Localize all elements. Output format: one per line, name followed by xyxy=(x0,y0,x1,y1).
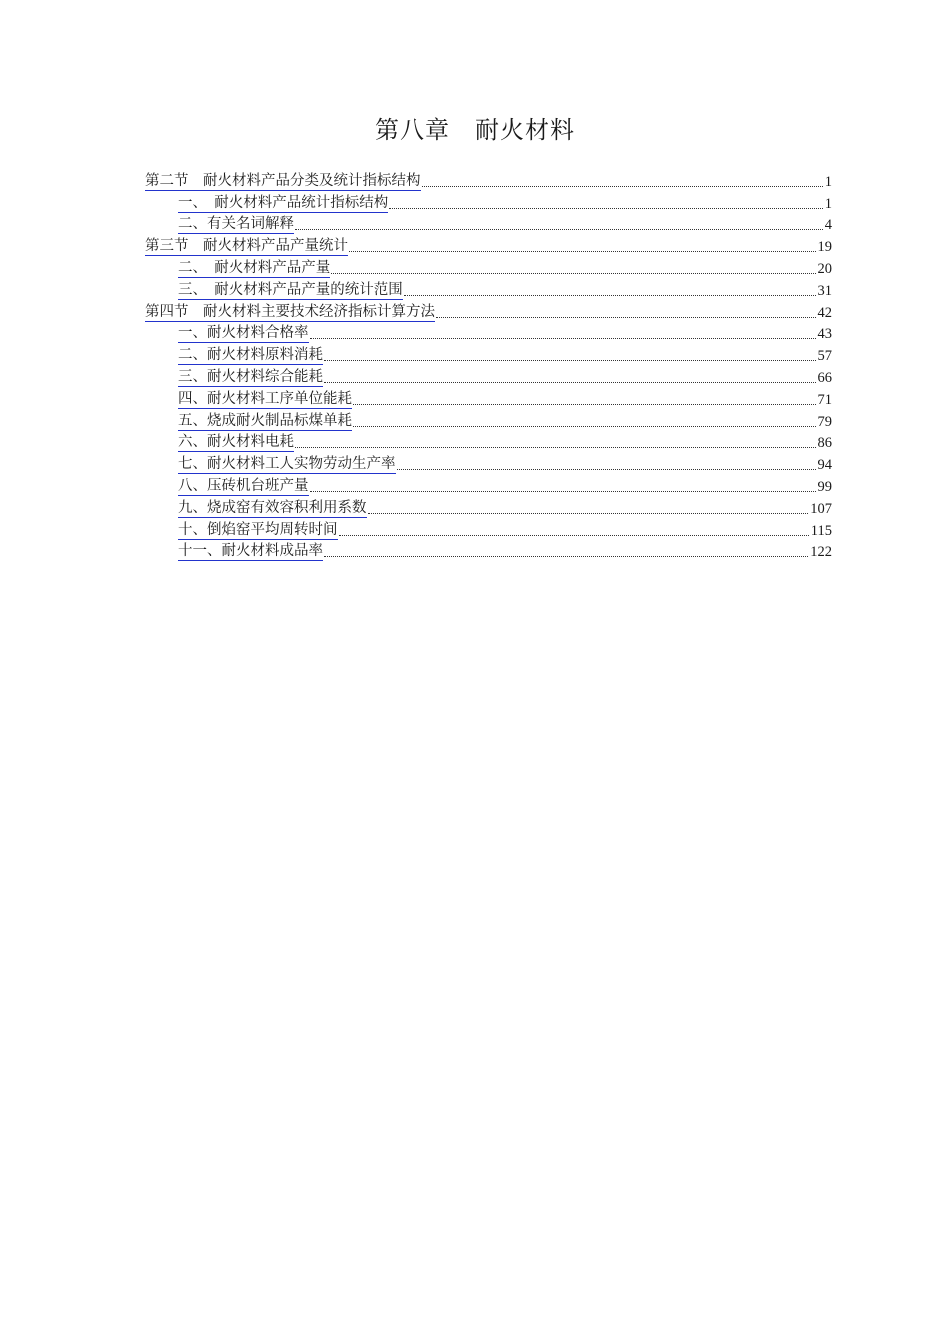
toc-link[interactable]: 五、烧成耐火制品标煤单耗 xyxy=(178,412,352,429)
toc-page-number: 115 xyxy=(810,522,832,539)
toc-dot-leader xyxy=(331,273,815,274)
toc-page-number: 1 xyxy=(824,195,832,212)
toc-link[interactable]: 一、耐火材料合格率 xyxy=(178,325,309,342)
toc-page-number: 42 xyxy=(817,304,832,321)
toc-dot-leader xyxy=(353,426,816,427)
toc-link[interactable]: 三、 耐火材料产品产量的统计范围 xyxy=(178,281,403,298)
toc-page-number: 20 xyxy=(817,260,832,277)
toc-page-number: 94 xyxy=(817,457,832,474)
page-title: 第八章 耐火材料 xyxy=(375,116,575,144)
toc-entry-section-4 xyxy=(145,300,832,322)
table-of-contents xyxy=(145,169,832,561)
toc-link[interactable]: 第四节 耐火材料主要技术经济指标计算方法 xyxy=(145,303,435,320)
toc-page-number: 71 xyxy=(817,391,832,408)
toc-dot-leader xyxy=(295,229,823,230)
toc-link[interactable]: 九、烧成窑有效容积利用系数 xyxy=(178,499,367,516)
toc-link[interactable]: 六、耐火材料电耗 xyxy=(178,434,294,451)
toc-entry xyxy=(145,496,832,518)
toc-dot-leader xyxy=(324,556,808,557)
toc-dot-leader xyxy=(295,447,816,448)
toc-entry xyxy=(145,540,832,562)
toc-entry xyxy=(145,256,832,278)
toc-dot-leader xyxy=(368,513,809,514)
toc-link[interactable]: 第二节 耐火材料产品分类及统计指标结构 xyxy=(145,172,421,189)
toc-dot-leader xyxy=(310,338,816,339)
toc-entry xyxy=(145,278,832,300)
toc-entry xyxy=(145,409,832,431)
toc-link[interactable]: 八、压砖机台班产量 xyxy=(178,477,309,494)
toc-dot-leader xyxy=(310,491,816,492)
toc-entry xyxy=(145,322,832,344)
toc-entry xyxy=(145,518,832,540)
toc-link[interactable]: 第三节 耐火材料产品产量统计 xyxy=(145,238,348,255)
toc-entry-section-3 xyxy=(145,234,832,256)
toc-entry xyxy=(145,452,832,474)
toc-page-number: 1 xyxy=(824,173,832,190)
toc-entry xyxy=(145,213,832,235)
toc-page-number: 4 xyxy=(824,217,832,234)
toc-entry xyxy=(145,431,832,453)
toc-entry xyxy=(145,387,832,409)
toc-entry xyxy=(145,191,832,213)
toc-dot-leader xyxy=(324,360,816,361)
toc-entry xyxy=(145,343,832,365)
toc-entry xyxy=(145,365,832,387)
toc-dot-leader xyxy=(339,535,809,536)
toc-page-number: 57 xyxy=(817,348,832,365)
toc-link[interactable]: 十、倒焰窑平均周转时间 xyxy=(178,521,338,538)
toc-page-number: 66 xyxy=(817,369,832,386)
toc-link[interactable]: 一、 耐火材料产品统计指标结构 xyxy=(178,194,389,211)
toc-page-number: 19 xyxy=(817,239,832,256)
toc-dot-leader xyxy=(422,186,823,187)
toc-dot-leader xyxy=(436,317,816,318)
toc-link[interactable]: 七、耐火材料工人实物劳动生产率 xyxy=(178,456,396,473)
toc-entry-section-2 xyxy=(145,169,832,191)
toc-page-number: 86 xyxy=(817,435,832,452)
toc-dot-leader xyxy=(324,382,816,383)
toc-page-number: 107 xyxy=(810,500,832,517)
toc-page-number: 99 xyxy=(817,478,832,495)
toc-link[interactable]: 二、耐火材料原料消耗 xyxy=(178,347,323,364)
toc-dot-leader xyxy=(404,295,816,296)
toc-link[interactable]: 二、 耐火材料产品产量 xyxy=(178,259,331,276)
toc-link[interactable]: 三、耐火材料综合能耗 xyxy=(178,368,323,385)
toc-page-number: 31 xyxy=(817,282,832,299)
toc-link[interactable]: 二、有关名词解释 xyxy=(178,216,294,233)
toc-dot-leader xyxy=(389,208,823,209)
toc-page-number: 122 xyxy=(810,544,832,561)
toc-dot-leader xyxy=(397,469,816,470)
toc-dot-leader xyxy=(349,251,816,252)
toc-dot-leader xyxy=(353,404,816,405)
toc-link[interactable]: 十一、耐火材料成品率 xyxy=(178,543,323,560)
toc-page-number: 43 xyxy=(817,326,832,343)
toc-entry xyxy=(145,474,832,496)
toc-link[interactable]: 四、耐火材料工序单位能耗 xyxy=(178,390,352,407)
toc-page-number: 79 xyxy=(817,413,832,430)
